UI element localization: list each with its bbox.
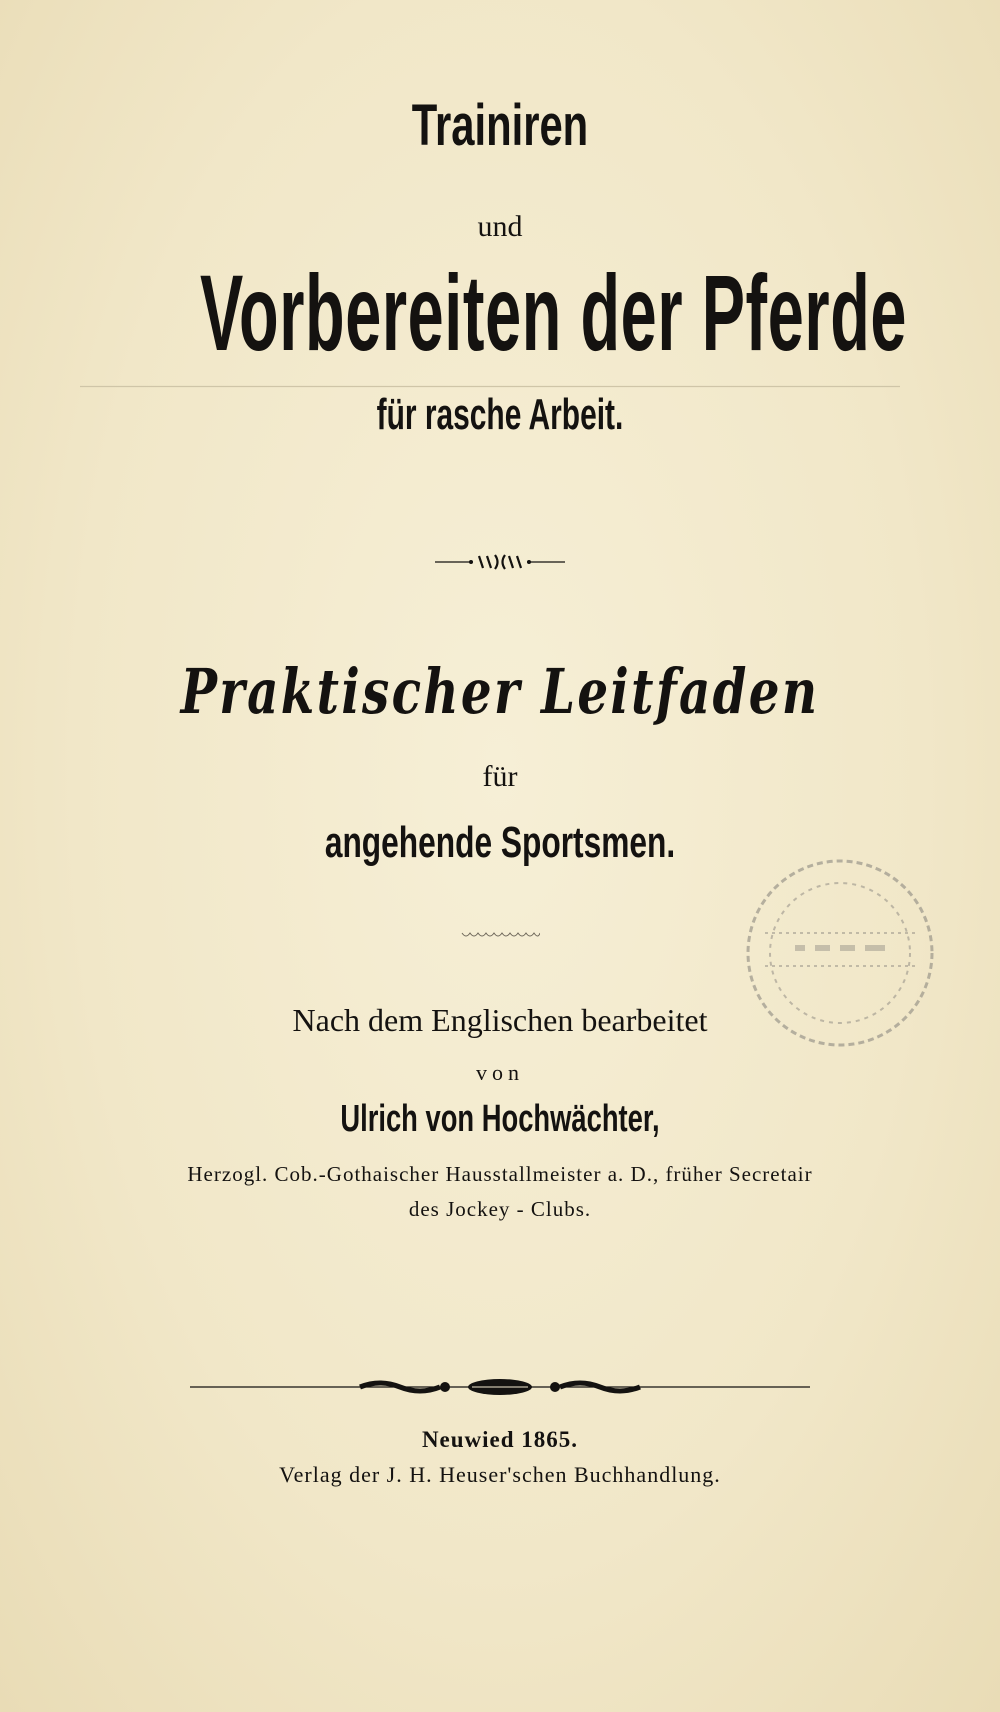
bottom-ornamental-rule [0,1372,1000,1402]
author-name: Ulrich von Hochwächter, [340,1098,660,1140]
imprint-place-year: Neuwied 1865. [421,1427,579,1452]
subtitle-line-2: angehende Sportsmen. [324,818,676,867]
library-stamp [735,848,945,1058]
title-line-4: für rasche Arbeit. [376,390,624,439]
blackletter-subtitle: Praktischer Leitfaden [180,655,820,728]
subtitle-fur: für [482,760,518,793]
author-title-line-1: Herzogl. Cob.-Gothaischer Hausstallmeister a. D., früher Secretair [187,1162,813,1186]
author-title-line-2: des Jockey - Clubs. [408,1197,592,1221]
ornamental-divider [0,552,1000,572]
von-line: von [476,1060,524,1085]
title-line-1: Trainiren [411,93,589,158]
title-conjunction: und [477,210,523,243]
main-title: Vorbereiten der Pferde [200,252,908,373]
adaptation-note: Nach dem Englischen bearbeitet [292,1002,708,1038]
faint-rule [80,385,900,388]
imprint-publisher: Verlag der J. H. Heuser'schen Buchhandlung. [279,1462,721,1487]
